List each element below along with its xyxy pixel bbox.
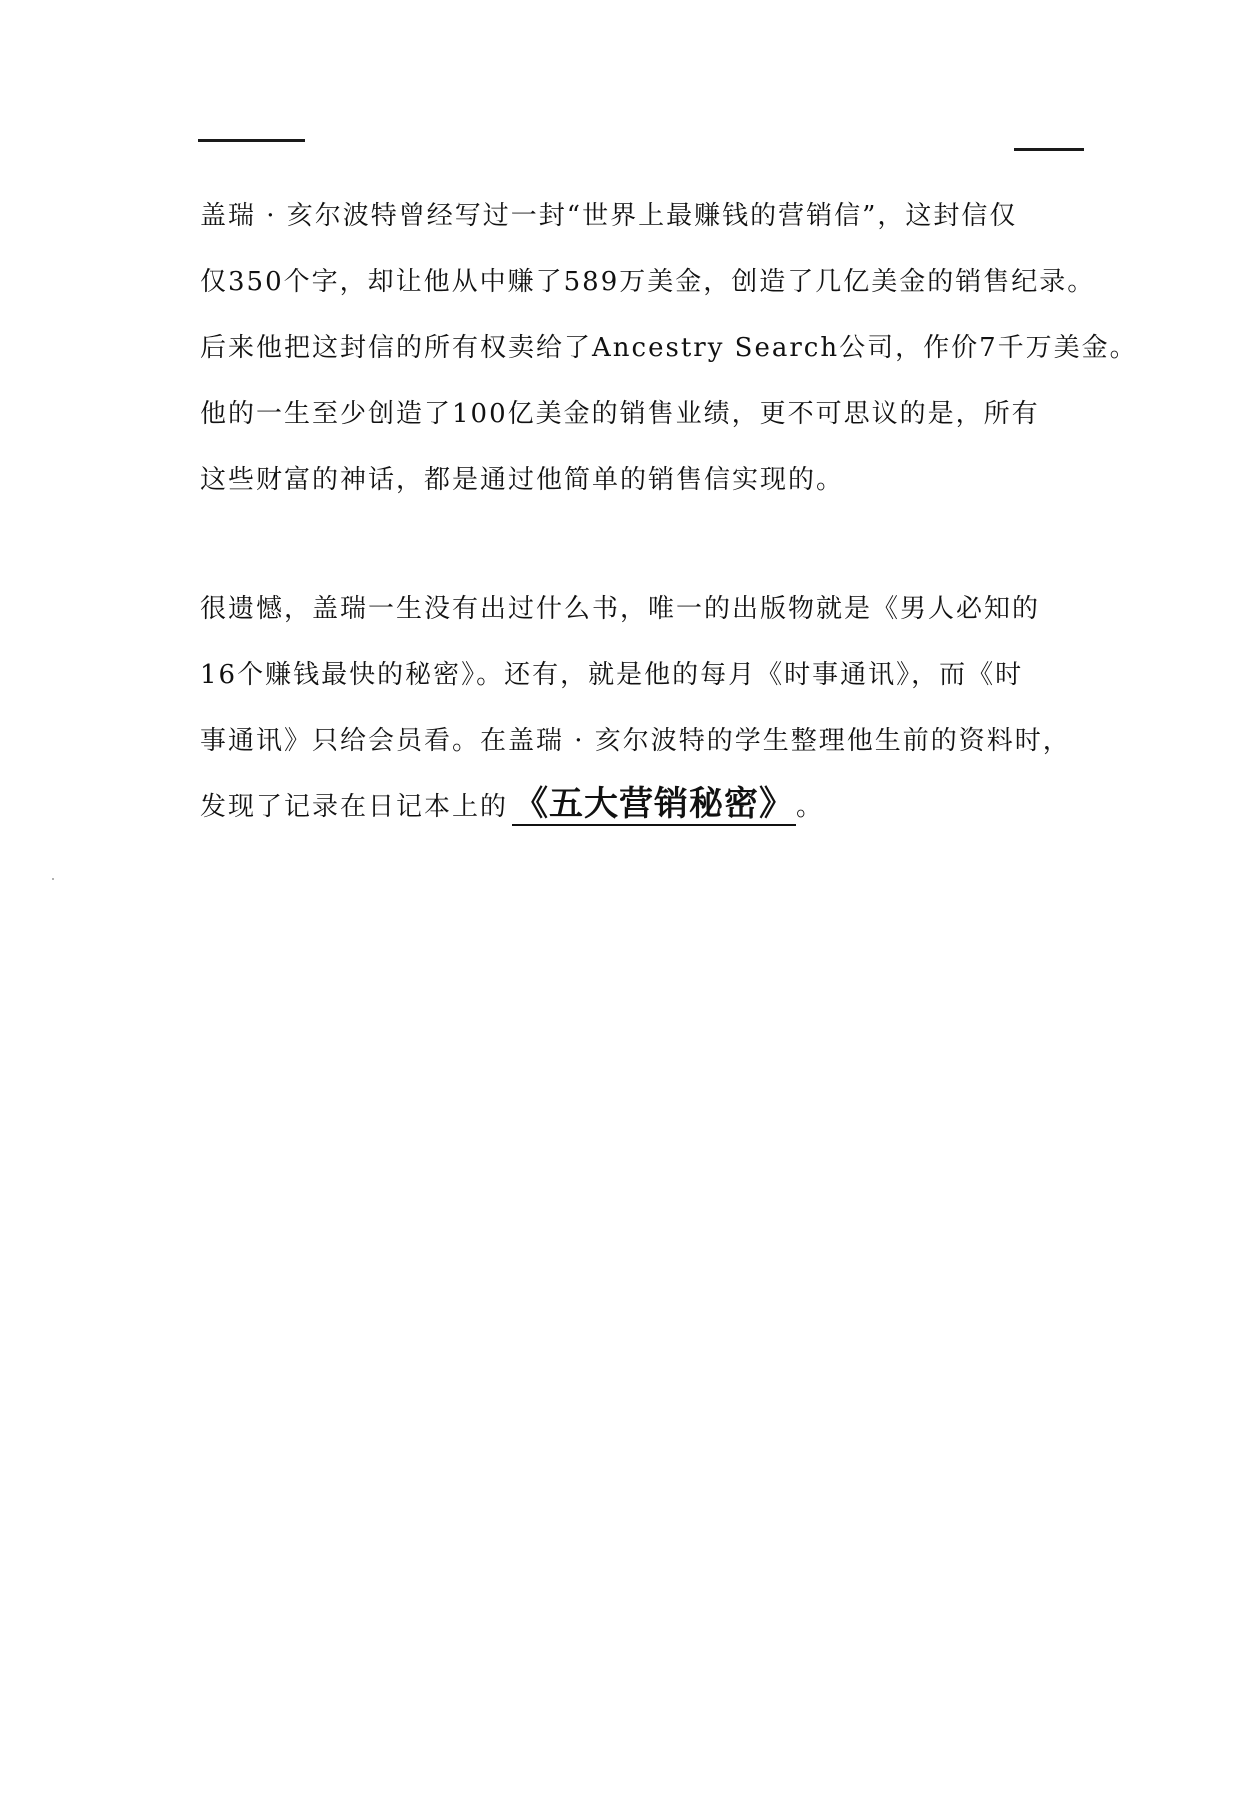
scan-speck: [52, 878, 54, 880]
paragraph-line: 这些财富的神话，都是通过他简单的销售信实现的。: [200, 465, 845, 495]
last-line-suffix: 。: [796, 792, 825, 822]
header-rule-right: [1014, 148, 1084, 151]
paragraph-2: [200, 576, 1100, 840]
paragraph-last-line: [200, 774, 1100, 840]
paragraph-1: [200, 183, 1138, 513]
paragraph-line: 事通讯》只给会员看。在盖瑞 · 亥尔波特的学生整理他生前的资料时，: [200, 726, 1071, 756]
paragraph-line: 盖瑞 · 亥尔波特曾经写过一封“世界上最赚钱的营销信”，这封信仅: [200, 201, 1018, 231]
header-rule-left: [198, 139, 305, 142]
paragraph-line: 仅350个字，却让他从中赚了589万美金，创造了几亿美金的销售纪录。: [200, 267, 1096, 297]
book-title-highlight: 《五大营销秘密》: [514, 784, 795, 824]
last-line-prefix: 发现了记录在日记本上的: [200, 792, 509, 822]
paragraph-line: 他的一生至少创造了100亿美金的销售业绩，更不可思议的是，所有: [200, 399, 1040, 429]
paragraph-line: 很遗憾，盖瑞一生没有出过什么书，唯一的出版物就是《男人必知的: [200, 594, 1041, 624]
paragraph-line: 后来他把这封信的所有权卖给了Ancestry Search公司，作价7千万美金。: [200, 333, 1138, 363]
paragraph-line: 16个赚钱最快的秘密》。还有，就是他的每月《时事通讯》，而《时: [200, 660, 1024, 690]
